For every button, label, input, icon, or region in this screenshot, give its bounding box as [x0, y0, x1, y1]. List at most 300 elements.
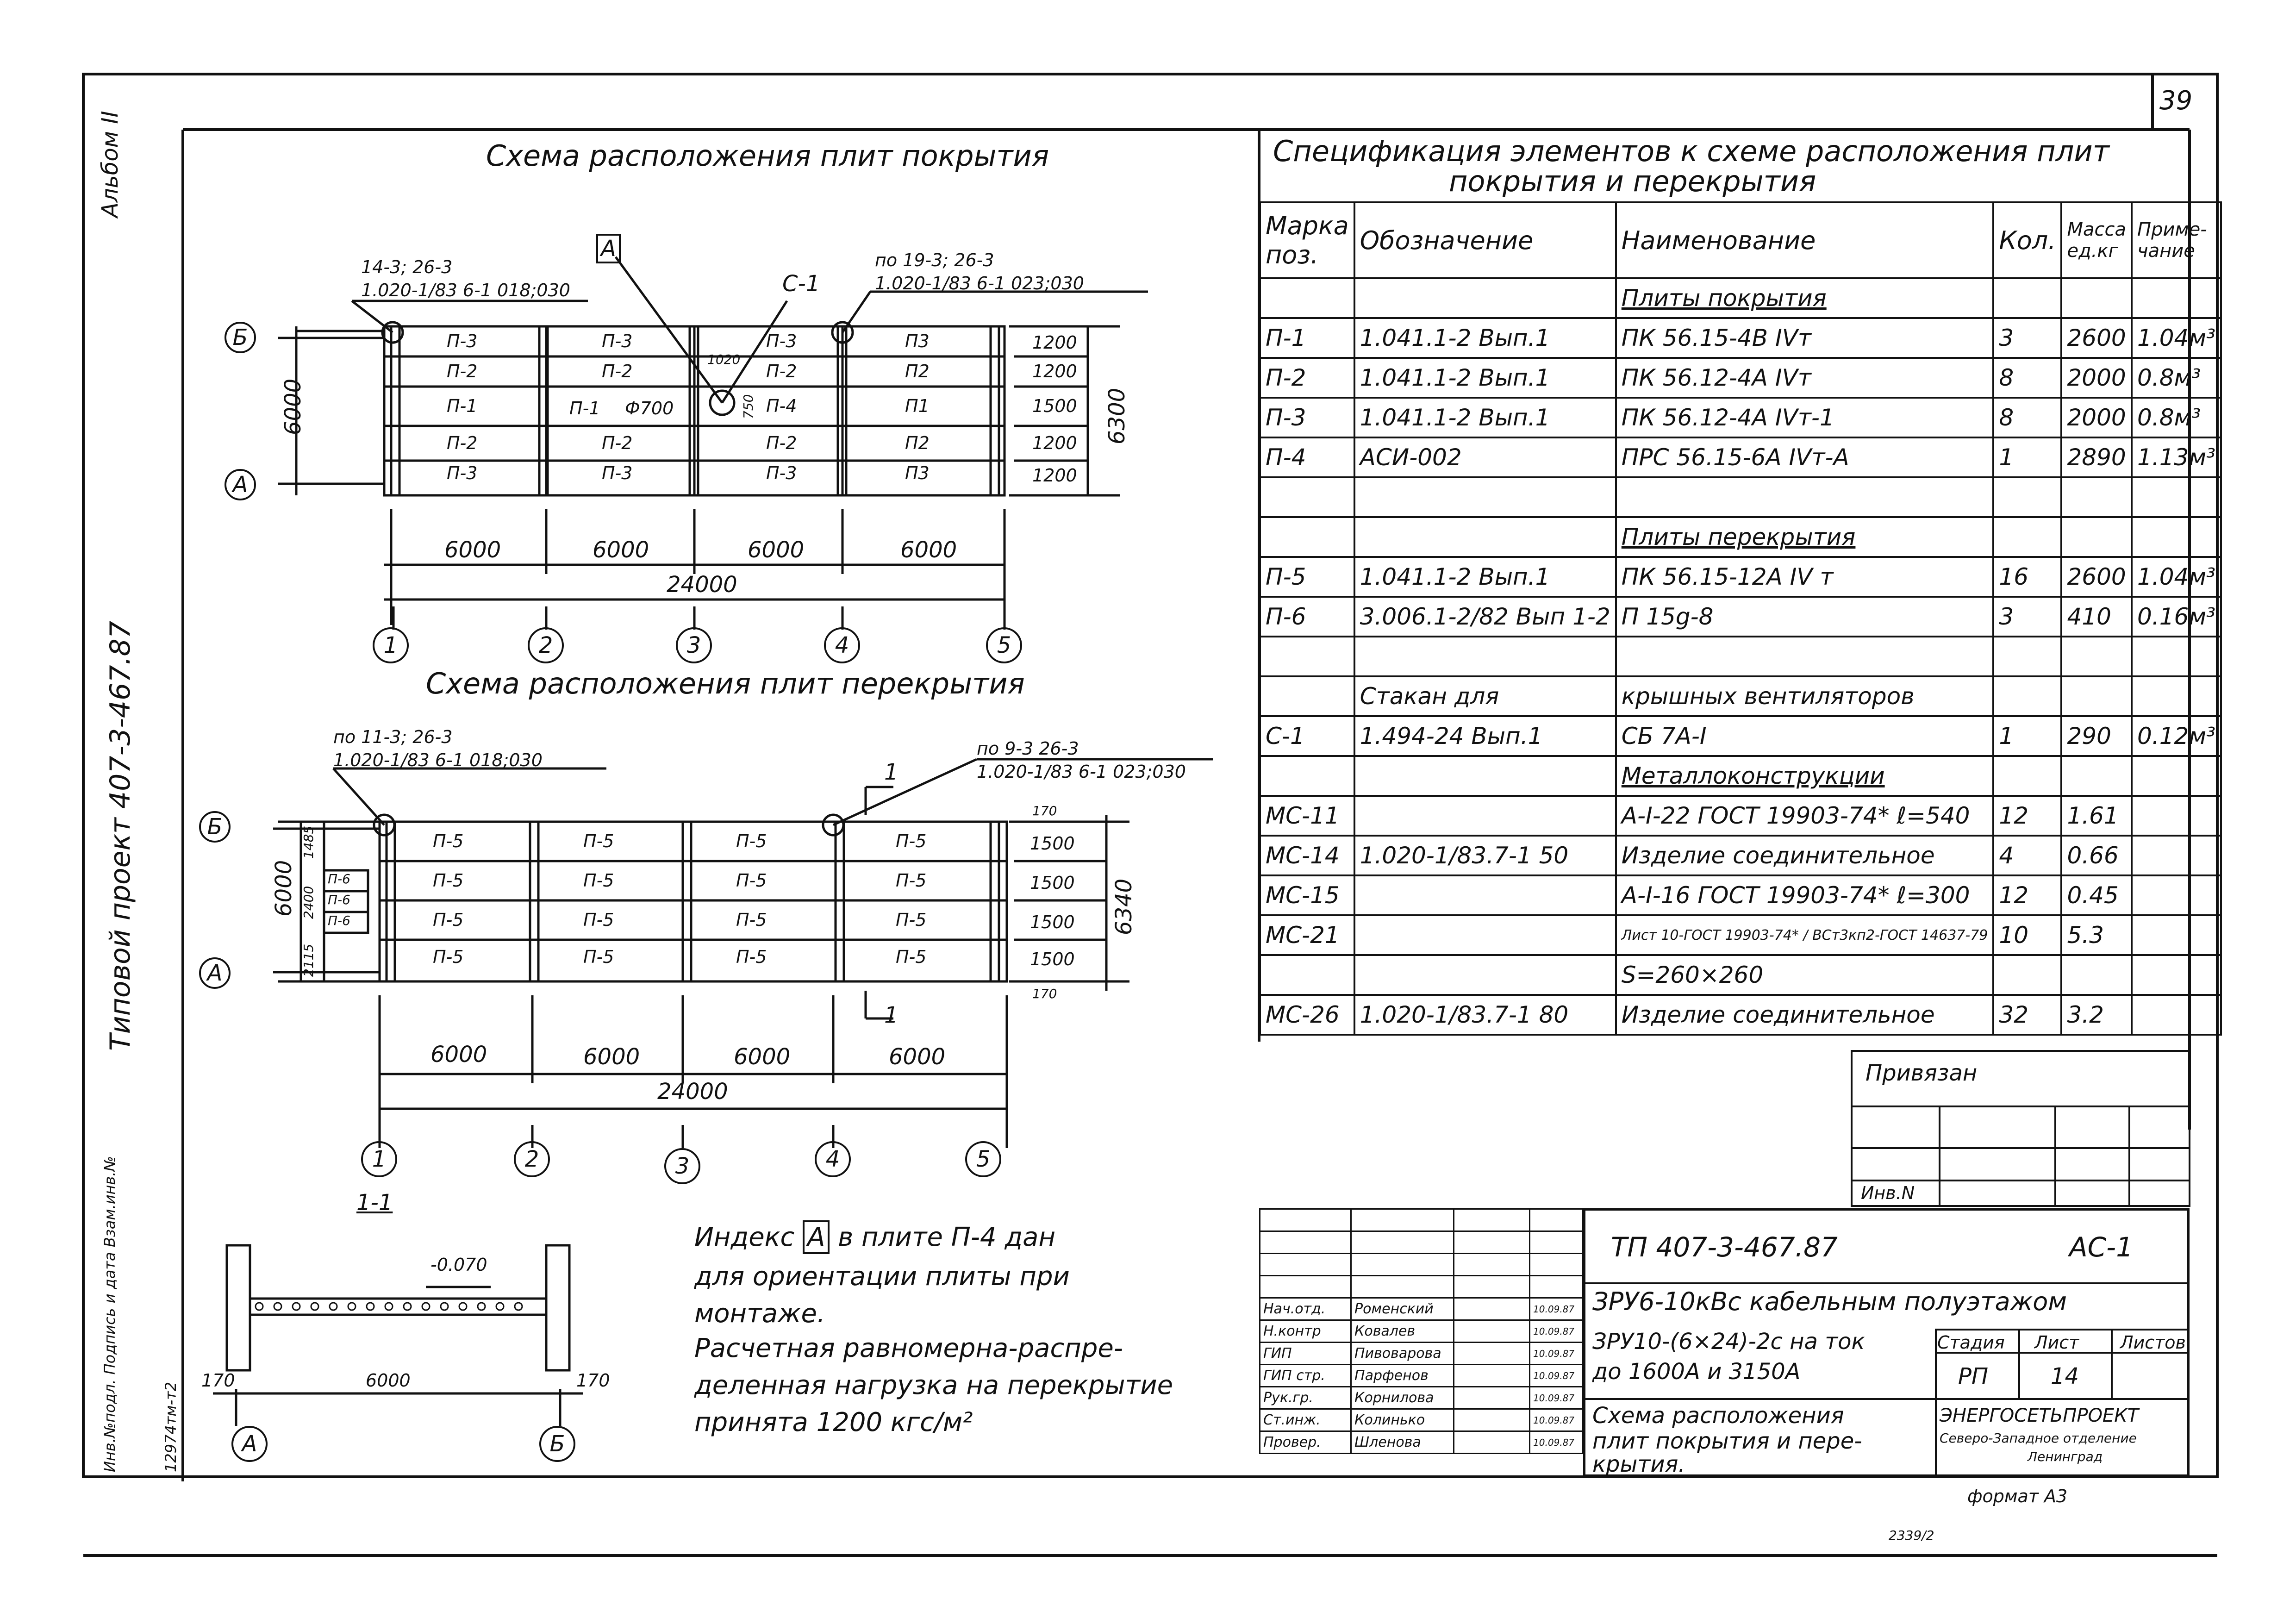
floor-right-dim: 170 [1032, 803, 1057, 818]
note-line-2: для ориентации плиты при [694, 1262, 1070, 1292]
spec-cell: Плиты покрытия [1616, 278, 1994, 318]
spec-cell: крышных вентиляторов [1616, 676, 1994, 716]
spec-cell: 10 [1993, 915, 2061, 955]
roof-axis-2: 2 [528, 627, 564, 663]
floor-plate: П-5 [433, 831, 464, 851]
spec-row [1260, 437, 2221, 477]
floor-scheme-title: Схема расположения плит перекрытия [426, 667, 1025, 700]
floor-axis-1: 1 [361, 1141, 397, 1177]
spec-cell [2132, 836, 2221, 875]
signature-cell [1454, 1365, 1529, 1387]
floor-plate: П-5 [583, 947, 614, 967]
roof-axis-5: 5 [986, 627, 1022, 663]
roof-plate: П-3 [602, 331, 633, 351]
spec-cell [1616, 477, 1994, 517]
staff-cell: Рук.гр. [1260, 1387, 1351, 1409]
roof-plate: П2 [905, 361, 930, 381]
stage-header: Стадия [1937, 1332, 2005, 1353]
staff-cell: 10.09.87 [1530, 1387, 1583, 1409]
spec-cell: 3.2 [2061, 995, 2132, 1035]
floor-bay-dim: 6000 [734, 1044, 791, 1070]
spec-row [1260, 756, 2221, 796]
staff-cell: 10.09.87 [1530, 1365, 1583, 1387]
spec-row [1260, 995, 2221, 1035]
roof-plate: П-2 [766, 361, 797, 381]
spec-row [1260, 836, 2221, 875]
title-divider [1935, 1329, 2190, 1330]
spec-title-2: покрытия и перекрытия [1449, 164, 1816, 198]
spec-cell: 1.041.1-2 Вып.1 [1354, 358, 1616, 398]
spec-cell: 5.3 [2061, 915, 2132, 955]
roof-plate: П-3 [447, 331, 478, 351]
spec-cell [2132, 278, 2221, 318]
project-label: Типовой проект 407-3-467.87 [104, 621, 137, 1051]
spec-cell: П-6 [1260, 597, 1354, 637]
roof-axis-a: А [225, 469, 256, 500]
spec-cell: 16 [1993, 557, 2061, 597]
staff-cell: 10.09.87 [1530, 1320, 1583, 1343]
sheet-number: 39 [2159, 86, 2193, 116]
roof-plate: П-2 [602, 433, 633, 453]
roof-col3-dim: 750 [741, 394, 756, 419]
spec-cell: 0.8м³ [2132, 398, 2221, 437]
spec-cell: 2890 [2061, 437, 2132, 477]
spec-row [1260, 796, 2221, 836]
floor-section-mark: 1 [884, 1002, 898, 1028]
spec-cell: 0.12м³ [2132, 716, 2221, 756]
floor-right-total: 6340 [1111, 878, 1137, 935]
roof-plate: П-3 [447, 463, 478, 483]
staff-table [1259, 1208, 1583, 1454]
staff-cell: Роменский [1351, 1298, 1454, 1320]
spec-cell [2132, 637, 2221, 676]
title-divider [1583, 1282, 2190, 1284]
spec-cell: ПК 56.12-4А IVт-1 [1616, 398, 1994, 437]
roof-axis-b: Б [225, 322, 256, 353]
staff-cell: Провер. [1260, 1431, 1351, 1454]
staff-row [1260, 1365, 1583, 1387]
staff-cell: Парфенов [1351, 1365, 1454, 1387]
spec-cell [1993, 637, 2061, 676]
floor-axis-3: 3 [664, 1148, 700, 1184]
roof-row-dim: 1500 [1032, 396, 1077, 416]
section-end-left: 170 [201, 1370, 235, 1391]
roof-plate: П-4 [766, 396, 797, 416]
title-code: ТП 407-3-467.87 [1611, 1231, 1838, 1263]
spec-cell: 12 [1993, 796, 2061, 836]
signature-cell [1454, 1320, 1529, 1343]
spec-cell [1354, 875, 1616, 915]
spec-cell: АСИ-002 [1354, 437, 1616, 477]
floor-ref-right: по 9-3 26-3 [977, 738, 1079, 759]
footer-code: 2339/2 [1889, 1528, 1934, 1543]
spec-row [1260, 358, 2221, 398]
spec-cell: 8 [1993, 358, 2061, 398]
spec-cell [2061, 637, 2132, 676]
roof-plate: П-2 [602, 361, 633, 381]
spec-cell [2132, 995, 2221, 1035]
staff-cell: Корнилова [1351, 1387, 1454, 1409]
staff-row [1260, 1320, 1583, 1343]
staff-row [1260, 1387, 1583, 1409]
section-end-right: 170 [576, 1370, 610, 1391]
org-city: Ленинград [2028, 1449, 2103, 1464]
spec-cell: П-5 [1260, 557, 1354, 597]
title-divider [2111, 1329, 2113, 1398]
roof-plate: П-1 [569, 398, 600, 418]
spec-cell: 1.020-1/83.7-1 80 [1354, 995, 1616, 1035]
spec-cell: 0.16м³ [2132, 597, 2221, 637]
staff-cell: Шленова [1351, 1431, 1454, 1454]
title-desc-2: плит покрытия и пере- [1592, 1428, 1862, 1454]
staff-row [1260, 1409, 1583, 1431]
staff-cell: 10.09.87 [1530, 1343, 1583, 1365]
spec-cell [1260, 756, 1354, 796]
section-title: 1-1 [356, 1190, 393, 1216]
staff-cell: Ковалев [1351, 1320, 1454, 1343]
floor-plate: П-5 [736, 870, 767, 891]
spec-cell [1993, 517, 2061, 557]
floor-axis-a: А [199, 957, 231, 989]
floor-axis-4: 4 [815, 1141, 851, 1177]
left-strip-value: 12974тм-т2 [162, 1381, 180, 1472]
spec-cell: П 15g-8 [1616, 597, 1994, 637]
floor-axis-2: 2 [514, 1141, 550, 1177]
roof-plate: П3 [905, 463, 930, 483]
spec-cell [1354, 756, 1616, 796]
spec-cell: 1.494-24 Вып.1 [1354, 716, 1616, 756]
roof-bay-dim: 6000 [748, 537, 805, 563]
spec-cell [2132, 875, 2221, 915]
roof-plate: П2 [905, 433, 930, 453]
staff-cell: Нач.отд. [1260, 1298, 1351, 1320]
spec-cell: S=260×260 [1616, 955, 1994, 995]
roof-right-total: 6300 [1104, 387, 1130, 444]
spec-cell: 1.04м³ [2132, 557, 2221, 597]
inv-label: Инв.N [1861, 1183, 1915, 1203]
staff-row [1260, 1298, 1583, 1320]
floor-right-dim: 1500 [1030, 833, 1075, 854]
roof-row-dim: 1200 [1032, 433, 1077, 453]
floor-left-dim: 2400 [301, 886, 316, 919]
spec-cell: МС-26 [1260, 995, 1354, 1035]
spec-cell: 1.61 [2061, 796, 2132, 836]
roof-plate: П-2 [447, 433, 478, 453]
spec-cell: 1.041.1-2 Вып.1 [1354, 557, 1616, 597]
roof-plate: П-3 [766, 463, 797, 483]
spec-cell [2061, 278, 2132, 318]
spec-header: Приме-чание [2132, 202, 2221, 278]
roof-total-dim: 24000 [667, 572, 737, 598]
spec-cell: 0.66 [2061, 836, 2132, 875]
stage-value: РП [1958, 1363, 1989, 1389]
title-name-1: ЗРУ6-10кВс кабельным полуэтажом [1592, 1287, 2067, 1316]
floor-ref-left-2: 1.020-1/83 6-1 018;030 [333, 750, 543, 770]
spec-cell: 1.020-1/83.7-1 50 [1354, 836, 1616, 875]
index-mark: А [596, 234, 621, 263]
roof-row-dim: 1200 [1032, 332, 1077, 353]
floor-plate: П-5 [736, 910, 767, 930]
roof-ref-right-2: 1.020-1/83 6-1 023;030 [875, 273, 1084, 294]
spec-row [1260, 955, 2221, 995]
spec-cell [2132, 915, 2221, 955]
note-line-1: Индекс А в плите П-4 дан [694, 1222, 1055, 1252]
floor-plate: П-5 [896, 947, 927, 967]
spec-cell: П-4 [1260, 437, 1354, 477]
spec-cell: 32 [1993, 995, 2061, 1035]
floor-plate: П-5 [433, 870, 464, 891]
staff-cell: 10.09.87 [1530, 1431, 1583, 1454]
spec-cell: МС-15 [1260, 875, 1354, 915]
signature-cell [1454, 1387, 1529, 1409]
floor-plate: П-5 [896, 870, 927, 891]
floor-small-plate: П-6 [328, 892, 350, 907]
spec-cell: 2000 [2061, 358, 2132, 398]
roof-bay-dim: 6000 [444, 537, 501, 563]
spec-cell: ПК 56.12-4А IVт [1616, 358, 1994, 398]
spec-cell [1354, 955, 1616, 995]
floor-left-dim: 6000 [271, 860, 297, 917]
spec-cell [2132, 517, 2221, 557]
signature-cell [1454, 1298, 1529, 1320]
spec-cell: ПК 56.15-12А IV т [1616, 557, 1994, 597]
roof-bay-dim: 6000 [593, 537, 649, 563]
floor-small-plate: П-6 [328, 913, 350, 928]
spec-header: Обозначение [1354, 202, 1616, 278]
floor-small-plate: П-6 [328, 871, 350, 887]
floor-right-dim: 1500 [1030, 949, 1075, 969]
signature-cell [1454, 1409, 1529, 1431]
spec-cell: МС-14 [1260, 836, 1354, 875]
staff-cell: ГИП [1260, 1343, 1351, 1365]
spec-table [1259, 201, 2222, 1036]
spec-header: Кол. [1993, 202, 2061, 278]
roof-row-dim: 1200 [1032, 361, 1077, 381]
c1-mark: С-1 [782, 271, 820, 297]
spec-cell: П-1 [1260, 318, 1354, 358]
note-line-3: монтаже. [694, 1299, 825, 1329]
spec-cell [2061, 477, 2132, 517]
floor-plate: П-5 [896, 910, 927, 930]
spec-cell: 1.041.1-2 Вып.1 [1354, 318, 1616, 358]
spec-cell [1260, 676, 1354, 716]
floor-section-mark: 1 [884, 759, 898, 785]
roof-plate: П-2 [447, 361, 478, 381]
spec-cell [1354, 278, 1616, 318]
floor-ref-left: по 11-3; 26-3 [333, 727, 453, 747]
sheet-header: Лист [2034, 1332, 2079, 1353]
title-name-3: до 1600А и 3150А [1592, 1359, 1801, 1385]
spec-row [1260, 557, 2221, 597]
spec-cell: 1 [1993, 716, 2061, 756]
spec-row [1260, 517, 2221, 557]
spec-cell [2061, 756, 2132, 796]
floor-plate: П-5 [583, 831, 614, 851]
sheet-value: 14 [2051, 1363, 2079, 1389]
spec-cell [1260, 517, 1354, 557]
roof-row-dim: 1200 [1032, 465, 1077, 486]
roof-hole: Ф700 [625, 398, 674, 418]
staff-cell: Н.контр [1260, 1320, 1351, 1343]
spec-cell [1354, 477, 1616, 517]
section-axis-b: Б [539, 1426, 575, 1462]
floor-plate: П-5 [583, 910, 614, 930]
floor-plate: П-5 [433, 947, 464, 967]
floor-bay-dim: 6000 [889, 1044, 946, 1070]
spec-row [1260, 477, 2221, 517]
spec-cell [1260, 637, 1354, 676]
spec-cell: ПРС 56.15-6А IVт-А [1616, 437, 1994, 477]
spec-cell: 1.13м³ [2132, 437, 2221, 477]
spec-cell [1993, 756, 2061, 796]
floor-plate: П-5 [896, 831, 927, 851]
note-line-6: принята 1200 кгс/м² [694, 1407, 973, 1437]
spec-cell: П-2 [1260, 358, 1354, 398]
spec-cell [1260, 477, 1354, 517]
spec-cell: 12 [1993, 875, 2061, 915]
spec-cell [1354, 517, 1616, 557]
staff-cell: Пивоварова [1351, 1343, 1454, 1365]
spec-row [1260, 318, 2221, 358]
roof-col3-dim: 1020 [707, 352, 741, 367]
spec-header-row [1260, 202, 2221, 278]
floor-axis-b: Б [199, 811, 231, 843]
title-divider [1583, 1398, 2190, 1400]
floor-plate: П-5 [736, 831, 767, 851]
spec-row [1260, 278, 2221, 318]
spec-header: Масса ед.кг [2061, 202, 2132, 278]
spec-cell: СБ 7А-I [1616, 716, 1994, 756]
spec-cell [2132, 676, 2221, 716]
spec-cell: С-1 [1260, 716, 1354, 756]
spec-cell [1993, 955, 2061, 995]
staff-cell: Колинько [1351, 1409, 1454, 1431]
spec-cell: Изделие соединительное [1616, 995, 1994, 1035]
note-line-4: Расчетная равномерна-распре- [694, 1333, 1123, 1363]
spec-cell: 3 [1993, 597, 2061, 637]
spec-cell [1616, 637, 1994, 676]
bound-label: Привязан [1866, 1060, 1978, 1086]
floor-plate: П-5 [736, 947, 767, 967]
org-name: ЭНЕРГОСЕТЬПРОЕКТ [1940, 1405, 2139, 1426]
album-label: Альбом II [97, 111, 123, 218]
spec-cell: 2600 [2061, 318, 2132, 358]
floor-axis-5: 5 [965, 1141, 1001, 1177]
staff-row [1260, 1343, 1583, 1365]
floor-left-dim: 2115 [301, 943, 316, 977]
floor-ref-right-2: 1.020-1/83 6-1 023;030 [977, 762, 1186, 782]
roof-plate: П-1 [447, 396, 478, 416]
staff-row [1260, 1431, 1583, 1454]
spec-cell [2061, 517, 2132, 557]
spec-cell: 290 [2061, 716, 2132, 756]
floor-plate: П-5 [583, 870, 614, 891]
section-span: 6000 [366, 1370, 411, 1391]
title-divider [1935, 1329, 1937, 1477]
spec-cell [1993, 676, 2061, 716]
staff-cell: 10.09.87 [1530, 1298, 1583, 1320]
note-line-5: деленная нагрузка на перекрытие [694, 1370, 1173, 1400]
roof-plate: П-3 [766, 331, 797, 351]
spec-header: Марка поз. [1260, 202, 1354, 278]
spec-cell: П-3 [1260, 398, 1354, 437]
spec-cell: Стакан для [1354, 676, 1616, 716]
spec-cell: ПК 56.15-4В IVт [1616, 318, 1994, 358]
format-label: формат А3 [1967, 1486, 2068, 1506]
spec-row [1260, 637, 2221, 676]
spec-cell: 0.45 [2061, 875, 2132, 915]
floor-bay-dim: 6000 [430, 1042, 487, 1068]
spec-cell: 2000 [2061, 398, 2132, 437]
spec-cell: 0.8м³ [2132, 358, 2221, 398]
floor-bay-dim: 6000 [583, 1044, 640, 1070]
spec-cell: Лист 10-ГОСТ 19903-74* / ВСт3кп2-ГОСТ 14637-79 [1616, 915, 1994, 955]
staff-cell: 10.09.87 [1530, 1409, 1583, 1431]
spec-cell [1260, 278, 1354, 318]
title-divider [2018, 1329, 2020, 1398]
spec-row [1260, 597, 2221, 637]
roof-axis-4: 4 [824, 627, 860, 663]
spec-cell: 2600 [2061, 557, 2132, 597]
spec-cell: 1.04м³ [2132, 318, 2221, 358]
spec-cell [1354, 637, 1616, 676]
title-sheet-code: АС-1 [2069, 1231, 2134, 1263]
spec-cell: 410 [2061, 597, 2132, 637]
spec-title-1: Спецификация элементов к схеме расположения плит [1273, 134, 2109, 168]
roof-axis-1: 1 [373, 627, 409, 663]
title-desc-3: крытия. [1592, 1451, 1685, 1477]
floor-left-dim: 1485 [301, 825, 316, 859]
spec-row [1260, 875, 2221, 915]
sheets-header: Листов [2120, 1332, 2186, 1353]
section-axis-a: А [231, 1426, 268, 1462]
spec-cell [2132, 477, 2221, 517]
left-strip-header: Инв.№подл. Подпись и дата Взам.инв.№ [101, 1156, 119, 1472]
title-name-2: ЗРУ10-(6×24)-2с на ток [1592, 1329, 1865, 1355]
roof-ref-right: по 19-3; 26-3 [875, 250, 994, 270]
spec-cell [2132, 756, 2221, 796]
spec-cell: 1.041.1-2 Вып.1 [1354, 398, 1616, 437]
spec-cell [1993, 477, 2061, 517]
title-desc-1: Схема расположения [1592, 1403, 1844, 1429]
spec-cell: МС-11 [1260, 796, 1354, 836]
staff-cell: Ст.инж. [1260, 1409, 1351, 1431]
spec-cell [1993, 278, 2061, 318]
staff-cell: ГИП стр. [1260, 1365, 1351, 1387]
spec-cell [1260, 955, 1354, 995]
floor-plate: П-5 [433, 910, 464, 930]
signature-cell [1454, 1431, 1529, 1454]
roof-axis-3: 3 [676, 627, 712, 663]
spec-cell: А-I-16 ГОСТ 19903-74* ℓ=300 [1616, 875, 1994, 915]
spec-cell: 3 [1993, 318, 2061, 358]
spec-row [1260, 676, 2221, 716]
signature-cell [1454, 1343, 1529, 1365]
spec-cell [1354, 915, 1616, 955]
roof-plate: П1 [905, 396, 930, 416]
spec-cell: 3.006.1-2/82 Вып 1-2 [1354, 597, 1616, 637]
spec-row [1260, 716, 2221, 756]
spec-cell [2061, 676, 2132, 716]
spec-cell [2132, 955, 2221, 995]
spec-cell [2061, 955, 2132, 995]
floor-right-dim: 1500 [1030, 912, 1075, 932]
roof-vertical-dim: 6000 [280, 378, 306, 435]
spec-cell: 4 [1993, 836, 2061, 875]
roof-plate: П-2 [766, 433, 797, 453]
spec-cell: МС-21 [1260, 915, 1354, 955]
roof-ref-left-2: 1.020-1/83 6-1 018;030 [361, 280, 570, 300]
